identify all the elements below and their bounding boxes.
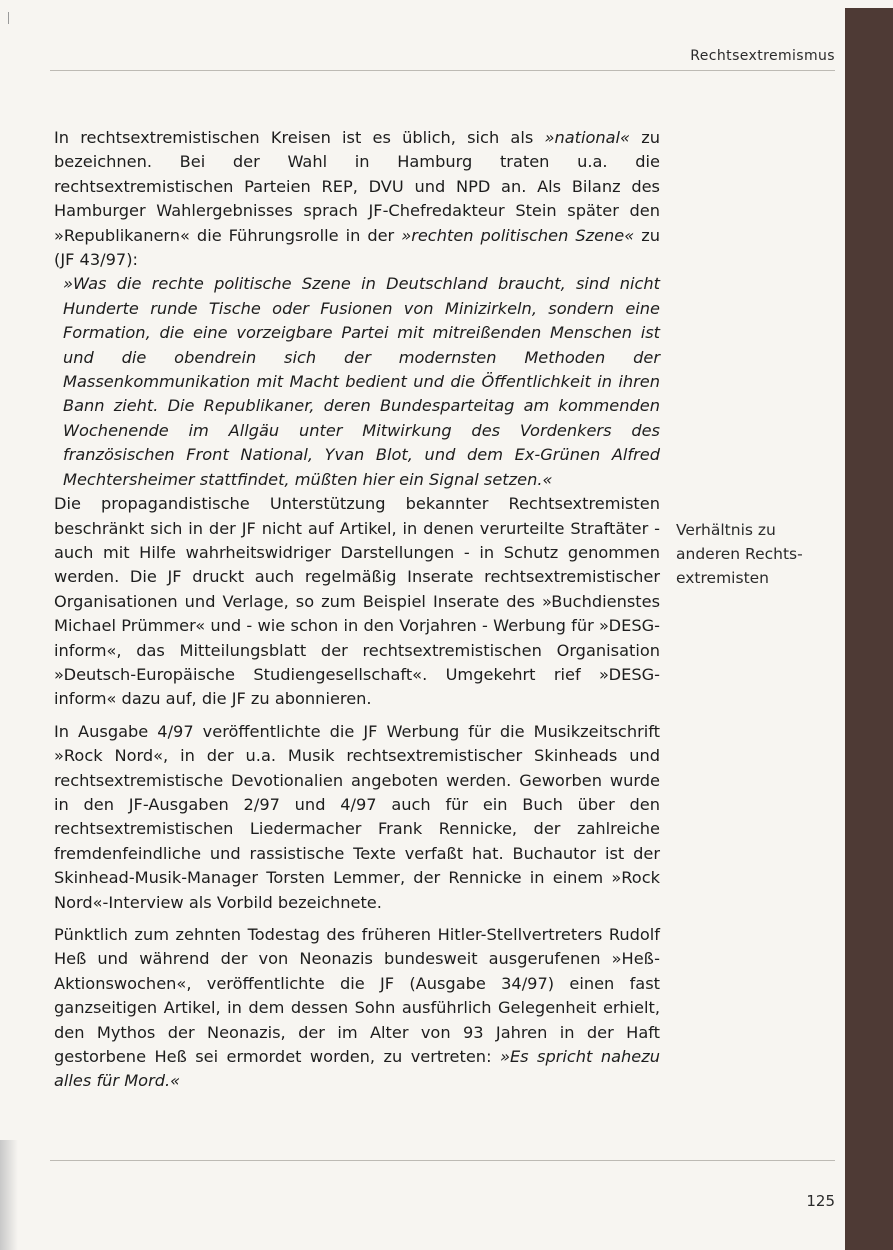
- paragraph-4: [54, 720, 660, 915]
- paragraph-5: [54, 923, 660, 1094]
- margin-note: [676, 518, 836, 590]
- paragraph-1: [54, 126, 660, 272]
- quote-text: »Was die rechte politische Szene in Deutschland braucht, sind nicht Hunderte runde Tische oder Fusionen von Minizirkeln, sondern eine Formation, die eine vorzeigbare Partei mit mitreißenden Menschen ist und die obendrein sich der modernsten Methoden der Massenkommunikation mit Macht bedient und die Öffentlichkeit in ihren Bann zieht. Die Republikaner, deren Bundesparteitag am kommenden Wochenende im Allgäu unter Mitwirkung des Vordenkers des französischen Front National, Yvan Blot, und dem Ex-Grünen Alfred Mechtersheimer stattfindet, müßten hier ein Signal setzen.«: [63, 274, 660, 489]
- header-rule: [50, 70, 835, 71]
- text-segment-italic: »rechten politischen Szene«: [401, 225, 635, 245]
- text-segment: In rechtsextremistischen Kreisen ist es üblich, sich als: [54, 128, 545, 147]
- page-edge-bar: [845, 8, 893, 1250]
- running-head: Rechtsextremismus: [690, 48, 835, 64]
- paragraph-3: [54, 492, 660, 712]
- corner-crop-mark: [8, 12, 9, 24]
- scan-shadow: [0, 1140, 18, 1250]
- footer-rule: [50, 1160, 835, 1161]
- margin-note-line: anderen Rechts-: [676, 545, 803, 563]
- margin-note-line: extremisten: [676, 569, 769, 587]
- text-segment: Die propagandistische Unterstützung bekannter Rechtsextremisten beschränkt sich in der JF nicht auf Artikel, in denen verurteilte Straftäter - auch mit Hilfe wahrheitswidriger Darstellungen - in Schutz genommen werden. Die JF druckt auch regelmäßig Inserate rechtsextremistischer Organisationen und Verlage, so zum Beispiel Inserate des »Buchdienstes Michael Prümmer« und - wie schon in den Vorjahren - Werbung für »DESG-inform«, das Mitteilungsblatt der rechtsextremistischen Organisation »Deutsch-Europäische Studiengesellschaft«. Umgekehrt rief »DESG-inform« dazu auf, die JF zu abonnieren.: [54, 494, 660, 709]
- block-quote: [54, 272, 660, 492]
- text-segment: zu bezeichnen. Bei der Wahl in Hamburg traten u.a. die rechtsextremistischen Parteien REP, DVU und NPD an. Als Bilanz des Hamburger Wahlergebnisses sprach JF-Chefredakteur Stein später den »Republikanern« die Führungsrolle in der: [54, 128, 660, 245]
- text-segment-italic: »national«: [544, 128, 631, 147]
- text-segment: Pünktlich zum zehnten Todestag des früheren Hitler-Stellvertreters Rudolf Heß und während der von Neonazis bundesweit ausgerufenen »Heß-Aktionswochen«, veröffentlichte die JF (Ausgabe 34/97) einen fast ganzseitigen Artikel, in dem dessen Sohn ausführlich Gelegenheit erhielt, den Mythos der Neonazis, der im Alter von 93 Jahren in der Haft gestorbene Heß sei ermordet worden, zu vertreten:: [54, 925, 660, 1067]
- page-number: 125: [806, 1192, 835, 1210]
- margin-note-line: Verhältnis zu: [676, 521, 776, 539]
- text-segment: zu (JF 43/97):: [54, 225, 660, 270]
- text-segment: In Ausgabe 4/97 veröffentlichte die JF Werbung für die Musikzeitschrift »Rock Nord«, in der u.a. Musik rechtsextremistischer Skinheads und rechtsextremistische Devotionalien angeboten werden. Geworben wurde in den JF-Ausgaben 2/97 und 4/97 auch für ein Buch über den rechtsextremistischen Liedermacher Frank Rennicke, der zahlreiche fremdenfeindliche und rassistische Texte verfaßt hat. Buchautor ist der Skinhead-Musik-Manager Torsten Lemmer, der Rennicke in einem »Rock Nord«-Interview als Vorbild bezeichnete.: [54, 721, 660, 912]
- main-text-column: [54, 126, 660, 1094]
- text-segment-italic: »Es spricht nahezu alles für Mord.«: [54, 1047, 660, 1091]
